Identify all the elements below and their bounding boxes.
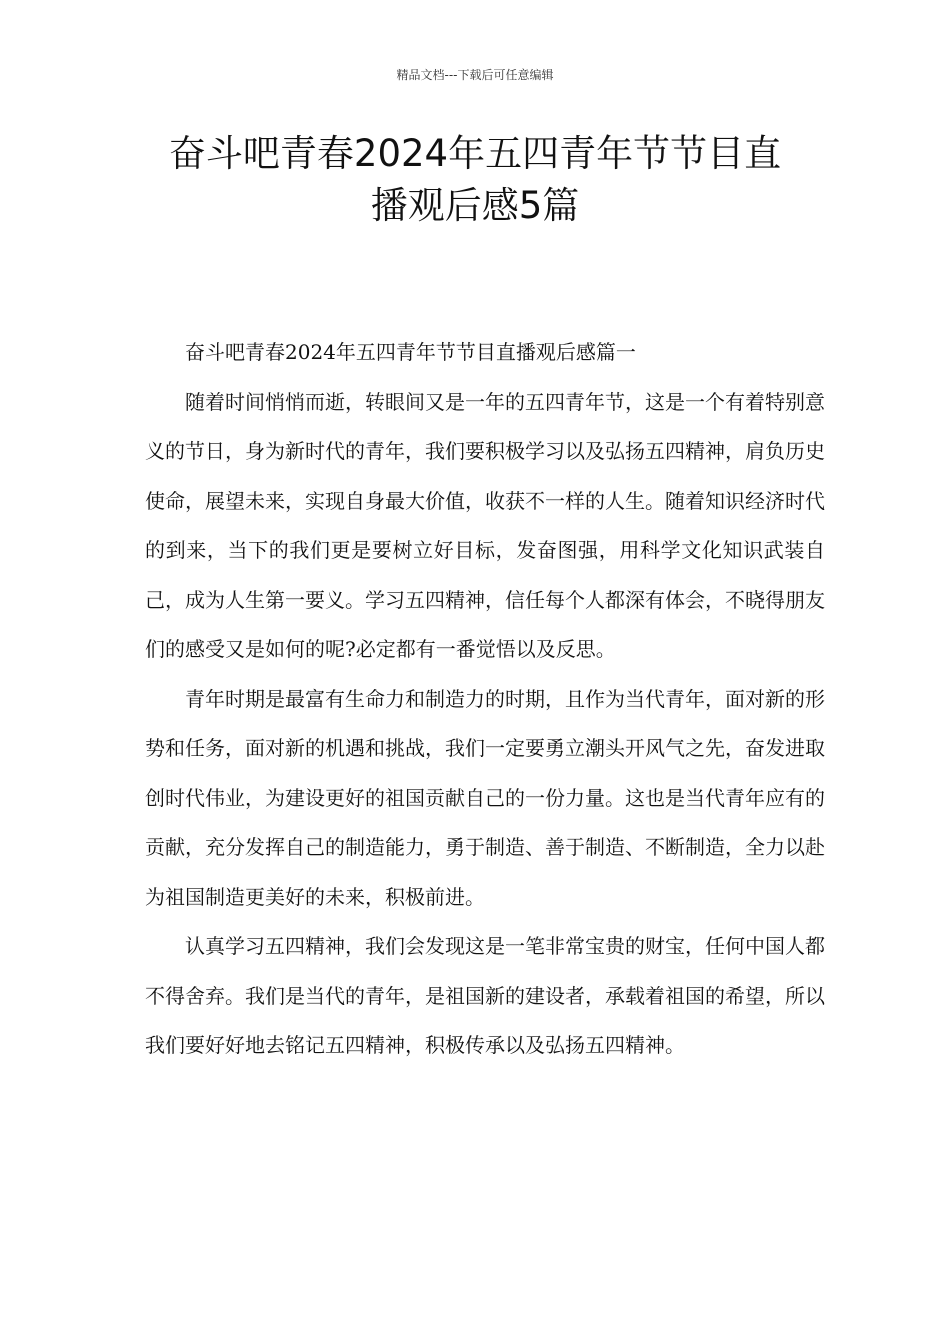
title-line-2: 播观后感5篇 [370,184,580,227]
title-line-1: 奋斗吧青春2024年五四青年节节目直 [168,132,782,175]
body-paragraph-1: 随着时间悄悄而逝，转眼间又是一年的五四青年节，这是一个有着特别意义的节日，身为新时代的青年，我们要积极学习以及弘扬五四精神，肩负历史使命，展望未来，实现自身最大价值，收获不一样的人生。随着知识经济时代的到来，当下的我们更是要树立好目标，发奋图强，用科学文化知识武装自己，成为人生第一要义。学习五四精神，信任每个人都深有体会，不晓得朋友们的感受又是如何的呢?必定都有一番觉悟以及反思。 [145,389,825,661]
body-paragraph-2: 青年时期是最富有生命力和制造力的时期，且作为当代青年，面对新的形势和任务，面对新的机遇和挑战，我们一定要勇立潮头开风气之先，奋发进取创时代伟业，为建设更好的祖国贡献自己的一份力量。这也是当代青年应有的贡献，充分发挥自己的制造能力，勇于制造、善于制造、不断制造，全力以赴为祖国制造更美好的未来，积极前进。 [145,686,825,909]
document-title [120,128,830,232]
document-body [145,328,825,1071]
header-note: 精品文档---下载后可任意编辑 [396,68,554,82]
section-heading: 奋斗吧青春2024年五四青年节节目直播观后感篇一 [185,340,636,364]
body-paragraph-3: 认真学习五四精神，我们会发现这是一笔非常宝贵的财宝，任何中国人都不得舍弃。我们是当代的青年，是祖国新的建设者，承载着祖国的希望，所以我们要好好地去铭记五四精神，积极传承以及弘扬五四精神。 [145,934,825,1057]
